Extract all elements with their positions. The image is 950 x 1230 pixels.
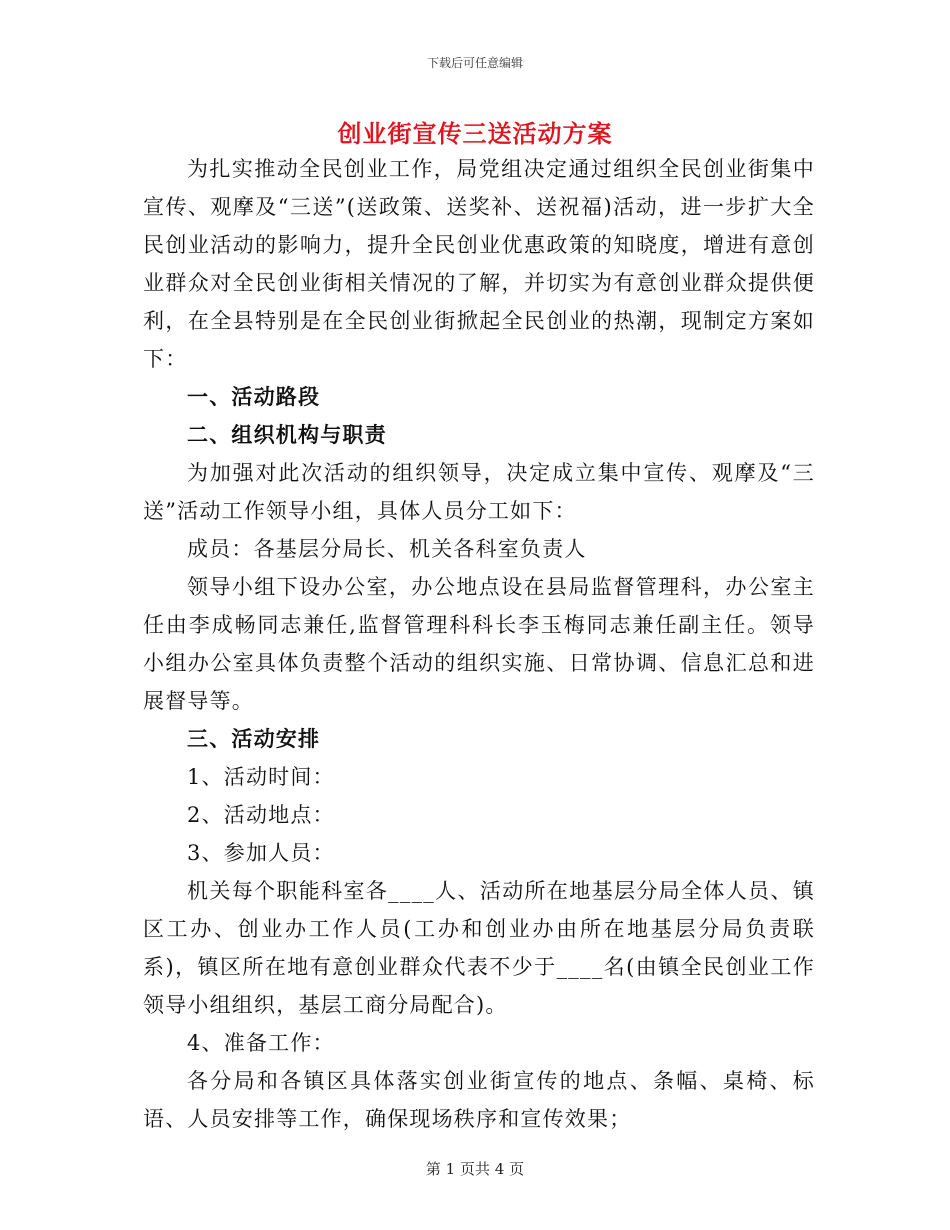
preparation-paragraph: 各分局和各镇区具体落实创业街宣传的地点、条幅、桌椅、标语、人员安排等工作，确保现场秩序和宣传效果；	[143, 1069, 815, 1131]
list-item-participants: 3、参加人员：	[187, 841, 335, 865]
document-title: 创业街宣传三送活动方案	[337, 119, 613, 148]
list-item-time: 1、活动时间：	[187, 765, 335, 789]
organization-paragraph: 为加强对此次活动的组织领导，决定成立集中宣传、观摩及“三送”活动工作领导小组，具体人员分工如下：	[143, 461, 815, 523]
page-number: 第 1 页共 4 页	[425, 1160, 525, 1178]
office-paragraph: 领导小组下设办公室，办公地点设在县局监督管理科，办公室主任由李成畅同志兼任,监督管理科科长李玉梅同志兼任副主任。领导小组办公室具体负责整个活动的组织实施、日常协调、信息汇总和进展督导等。	[143, 575, 815, 713]
list-item-location: 2、活动地点：	[187, 803, 335, 827]
intro-paragraph: 为扎实推动全民创业工作，局党组决定通过组织全民创业街集中宣传、观摩及“三送”(送政策、送奖补、送祝福)活动，进一步扩大全民创业活动的影响力，提升全民创业优惠政策的知晓度，增进有意创业群众对全民创业街相关情况的了解，并切实为有意创业群众提供便利，在全县特别是在全民创业街掀起全民创业的热潮，现制定方案如下：	[143, 157, 815, 371]
members-paragraph: 成员：各基层分局长、机关各科室负责人	[187, 537, 587, 561]
list-item-preparation: 4、准备工作：	[187, 1031, 335, 1055]
document-body	[143, 150, 815, 1138]
section-heading-route: 一、活动路段	[187, 384, 321, 409]
header-note: 下载后可任意编辑	[426, 56, 523, 70]
participants-paragraph: 机关每个职能科室各____人、活动所在地基层分局全体人员、镇区工办、创业办工作人员(工办和创业办由所在地基层分局负责联系)，镇区所在地有意创业群众代表不少于____名(由镇全民创业工作领导小组组织，基层工商分局配合)。	[143, 879, 815, 1017]
section-heading-organization: 二、组织机构与职责	[187, 422, 387, 447]
section-heading-arrangement: 三、活动安排	[187, 726, 321, 751]
